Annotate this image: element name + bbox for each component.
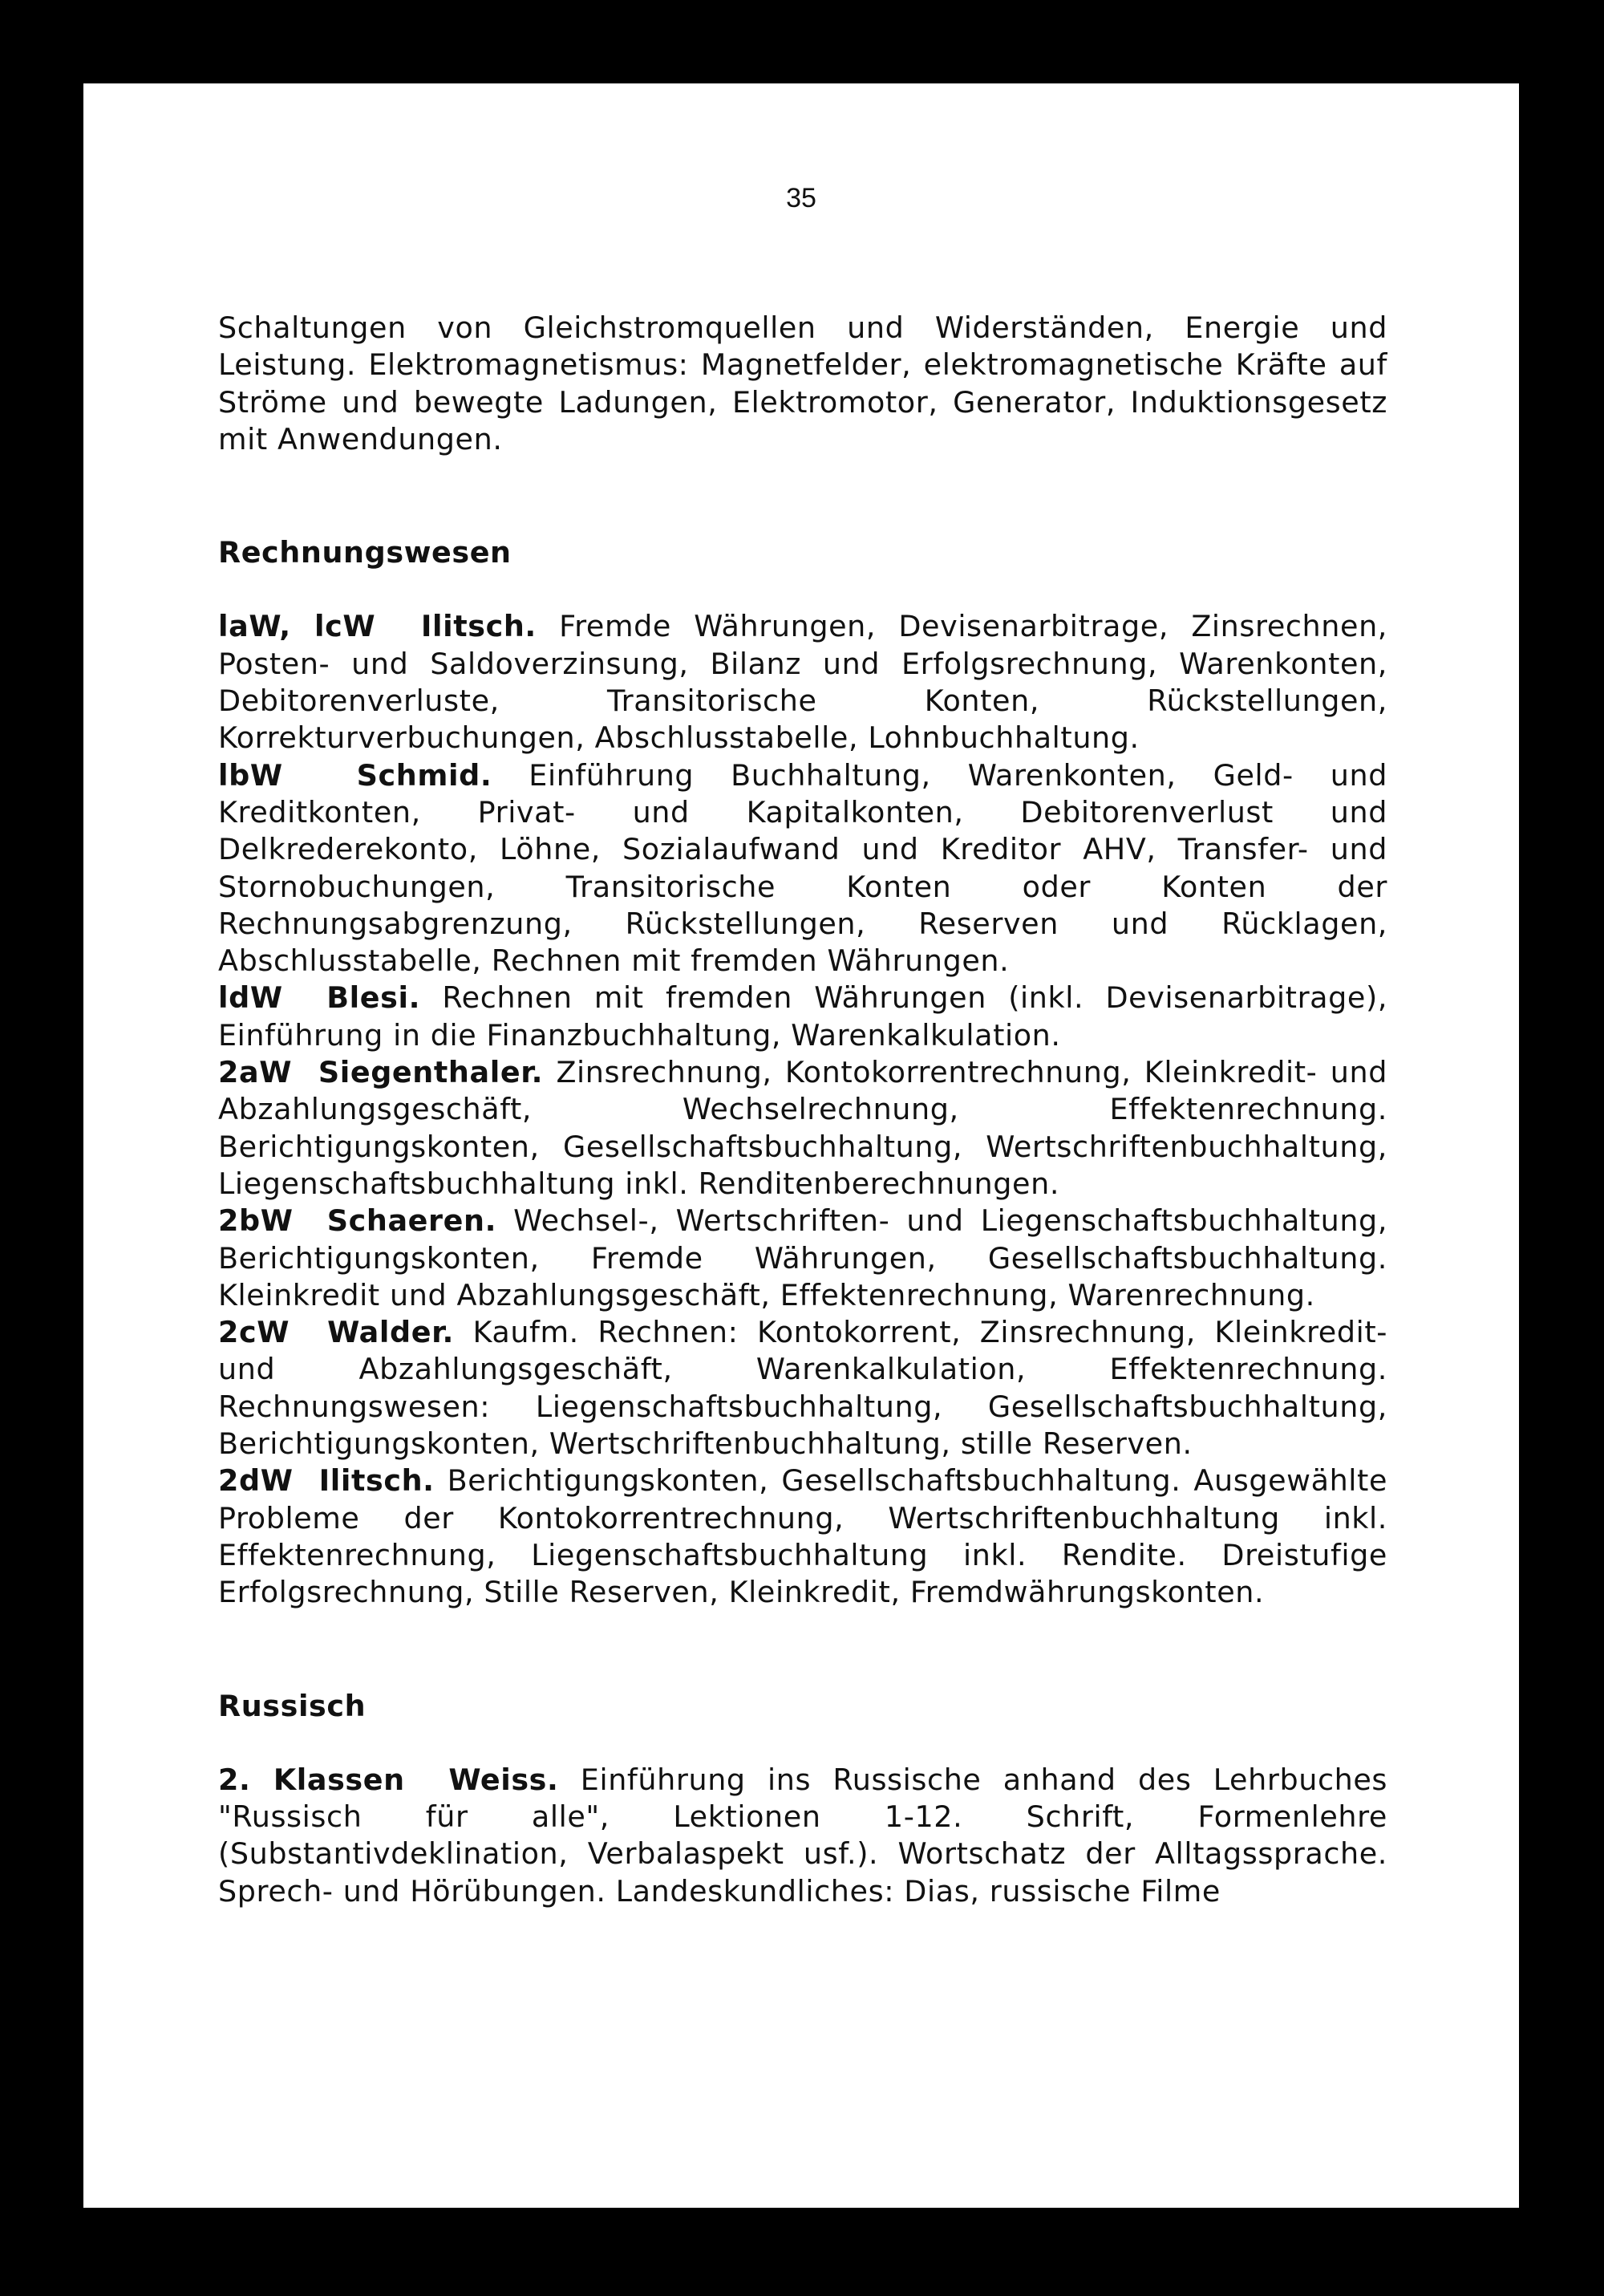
course-entry — [218, 1762, 1387, 1910]
course-description: Kaufm. Rechnen: Kontokorrent, Zinsrechnung, Kleinkredit- und Abzahlungsgeschäft, Warenkalkulation, Effektenrechnung. Rechnungswesen: Liegenschaftsbuchhaltung, Gesellschaftsbuchhaltung, Berichtigungskonten, Wertschriftenbuchhaltung, stille Reserven. — [218, 1315, 1388, 1462]
teacher-name: Walder. — [327, 1315, 454, 1350]
class-code: ldW — [218, 980, 283, 1016]
document-page — [83, 83, 1519, 2208]
teacher-name: Blesi. — [326, 980, 421, 1016]
class-code: 2dW — [218, 1463, 294, 1499]
course-description: Fremde Währungen, Devisenarbitrage, Zinsrechnen, Posten- und Saldoverzinsung, Bilanz und Erfolgsrechnung, Warenkonten, Debitorenverluste, Transitorische Konten, Rückstellungen, Korrekturverbuchungen, Abschlusstabelle, Lohnbuchhaltung. — [218, 609, 1387, 756]
course-description: Zinsrechnung, Kontokorrentrechnung, Kleinkredit- und Abzahlungsgeschäft, Wechselrechnung, Effektenrechnung. Berichtigungskonten, Gesellschaftsbuchhaltung, Wertschriftenbuchhaltung, Liegenschaftsbuchhaltung inkl. Renditenberechnungen. — [218, 1055, 1388, 1201]
course-entry — [218, 1462, 1387, 1611]
class-code: 2. Klassen — [218, 1762, 405, 1797]
teacher-name: Weiss. — [448, 1762, 559, 1797]
course-entry — [218, 1054, 1387, 1203]
course-description: Einführung ins Russische anhand des Lehrbuches "Russisch für alle", Lektionen 1-12. Schrift, Formenlehre (Substantivdeklination, Verbalaspekt usf.). Wortschatz der Alltagssprache. Sprech- und Hörübungen. Landeskundliches: Dias, russische Filme — [218, 1762, 1388, 1909]
class-code: laW, lcW — [218, 609, 376, 644]
section-heading-russisch: Russisch — [218, 1688, 367, 1723]
teacher-name: Ilitsch. — [420, 609, 537, 644]
course-description: Rechnen mit fremden Währungen (inkl. Devisenarbitrage), Einführung in die Finanzbuchhaltung, Warenkalkulation. — [218, 980, 1388, 1053]
teacher-name: Siegenthaler. — [318, 1055, 544, 1090]
page-content — [218, 310, 1387, 1910]
intro-paragraph: Schaltungen von Gleichstromquellen und Widerständen, Energie und Leistung. Elektromagnetismus: Magnetfelder, elektromagnetische Kräfte auf Ströme und bewegte Ladungen, Elektromotor, Generator, Induktionsgesetz mit Anwendungen. — [218, 310, 1387, 456]
class-code: 2bW — [218, 1203, 294, 1239]
class-code: lbW — [218, 757, 283, 793]
teacher-name: Ilitsch. — [318, 1463, 435, 1499]
class-code: 2cW — [218, 1315, 290, 1350]
teacher-name: Schmid. — [356, 757, 492, 793]
page-number: 35 — [786, 183, 816, 213]
course-entry — [218, 1203, 1387, 1314]
course-entry — [218, 1314, 1387, 1462]
class-code: 2aW — [218, 1055, 293, 1090]
course-entry — [218, 980, 1387, 1054]
course-entry — [218, 608, 1387, 757]
course-entry — [218, 757, 1387, 980]
course-description: Einführung Buchhaltung, Warenkonten, Geld- und Kreditkonten, Privat- und Kapitalkonten, Debitorenverlust und Delkrederekonto, Löhne, Sozialaufwand und Kreditor AHV, Transfer- und Stornobuchungen, Transitorische Konten oder Konten der Rechnungsabgrenzung, Rückstellungen, Reserven und Rücklagen, Abschlusstabelle, Rechnen mit fremden Währungen. — [218, 757, 1388, 979]
section-heading-rechnungswesen: Rechnungswesen — [218, 535, 512, 570]
course-description: Berichtigungskonten, Gesellschaftsbuchhaltung. Ausgewählte Probleme der Kontokorrentrechnung, Wertschriftenbuchhaltung inkl. Effektenrechnung, Liegenschaftsbuchhaltung inkl. Rendite. Dreistufige Erfolgsrechnung, Stille Reserven, Kleinkredit, Fremdwährungskonten. — [218, 1463, 1388, 1610]
course-description: Wechsel-, Wertschriften- und Liegenschaftsbuchhaltung, Berichtigungskonten, Fremde Währungen, Gesellschaftsbuchhaltung. Kleinkredit und Abzahlungsgeschäft, Effektenrechnung, Warenrechnung. — [218, 1203, 1388, 1312]
teacher-name: Schaeren. — [326, 1203, 497, 1239]
